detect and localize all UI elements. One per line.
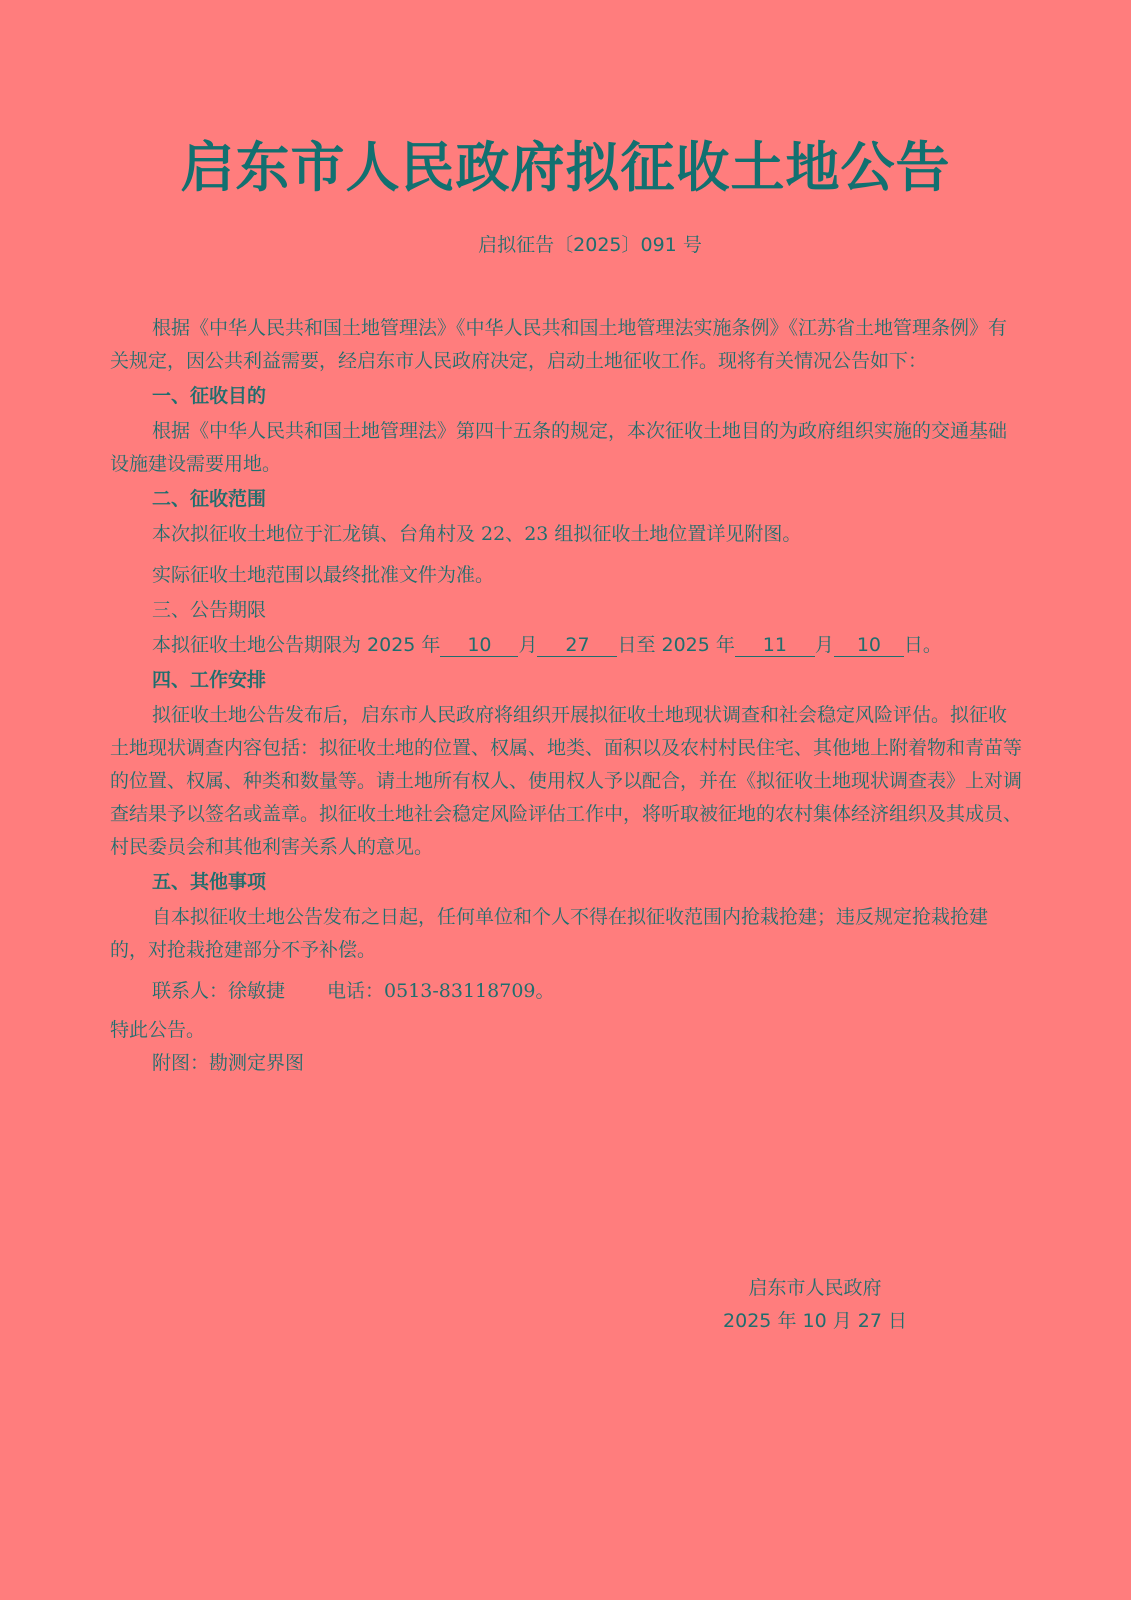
period-end-day: 10 <box>834 634 904 657</box>
period-suffix: 日。 <box>903 634 942 656</box>
signature-block <box>690 1272 940 1338</box>
signature-org: 启东市人民政府 <box>748 1277 882 1299</box>
closing-text: 特此公告。 <box>110 1019 206 1041</box>
section-text-scope-final: 实际征收土地范围以最终批准文件为准。 <box>152 564 495 586</box>
section-heading-scope: 二、征收范围 <box>152 488 267 510</box>
intro-paragraph: 根据《中华人民共和国土地管理法》《中华人民共和国土地管理法实施条例》《江苏省土地管理条例》有关规定，因公共利益需要，经启东市人民政府决定，启动土地征收工作。现将有关情况公告如下： <box>110 317 1008 372</box>
period-start-month: 10 <box>440 634 518 657</box>
period-end-month: 11 <box>735 634 815 657</box>
section-text-period <box>110 629 1022 662</box>
section-text-scope-location: 本次拟征收土地位于汇龙镇、台角村及 22、23 组拟征收土地位置详见附图。 <box>152 523 802 545</box>
period-prefix: 本拟征收土地公告期限为 2025 年 <box>152 634 441 656</box>
contact-person: 联系人：徐敏捷 <box>152 980 286 1002</box>
period-mid: 日至 2025 年 <box>617 634 735 656</box>
section-text-other: 自本拟征收土地公告发布之日起，任何单位和个人不得在拟征收范围内抢栽抢建；违反规定抢栽抢建的，对抢栽抢建部分不予补偿。 <box>110 906 989 961</box>
period-month-label: 月 <box>518 634 538 656</box>
section-heading-arrangement: 四、工作安排 <box>152 669 267 691</box>
section-heading-purpose: 一、征收目的 <box>152 385 267 407</box>
period-month-label-2: 月 <box>814 634 834 656</box>
section-text-purpose: 根据《中华人民共和国土地管理法》第四十五条的规定，本次征收土地目的为政府组织实施的交通基础设施建设需要用地。 <box>110 420 1008 475</box>
contact-line <box>110 975 1022 1008</box>
period-start-day: 27 <box>537 634 617 657</box>
section-heading-other: 五、其他事项 <box>152 871 267 893</box>
section-heading-period: 三、公告期限 <box>152 599 267 621</box>
document-number: 启拟征告〔2025〕091 号 <box>478 234 702 256</box>
attachment-text: 附图：勘测定界图 <box>152 1052 305 1074</box>
signature-date: 2025 年 10 月 27 日 <box>723 1310 907 1332</box>
document-title: 启东市人民政府拟征收土地公告 <box>180 135 951 199</box>
contact-phone: 电话：0513-83118709。 <box>327 980 555 1002</box>
section-text-arrangement: 拟征收土地公告发布后，启东市人民政府将组织开展拟征收土地现状调查和社会稳定风险评估。拟征收土地现状调查内容包括：拟征收土地的位置、权属、地类、面积以及农村村民住宅、其他地上附着物和青苗等的位置、权属、种类和数量等。请土地所有权人、使用权人予以配合，并在《拟征收土地现状调查表》上对调查结果予以签名或盖章。拟征收土地社会稳定风险评估工作中，将听取被征地的农村集体经济组织及其成员、村民委员会和其他利害关系人的意见。 <box>110 704 1023 858</box>
document-body <box>110 312 1022 1080</box>
